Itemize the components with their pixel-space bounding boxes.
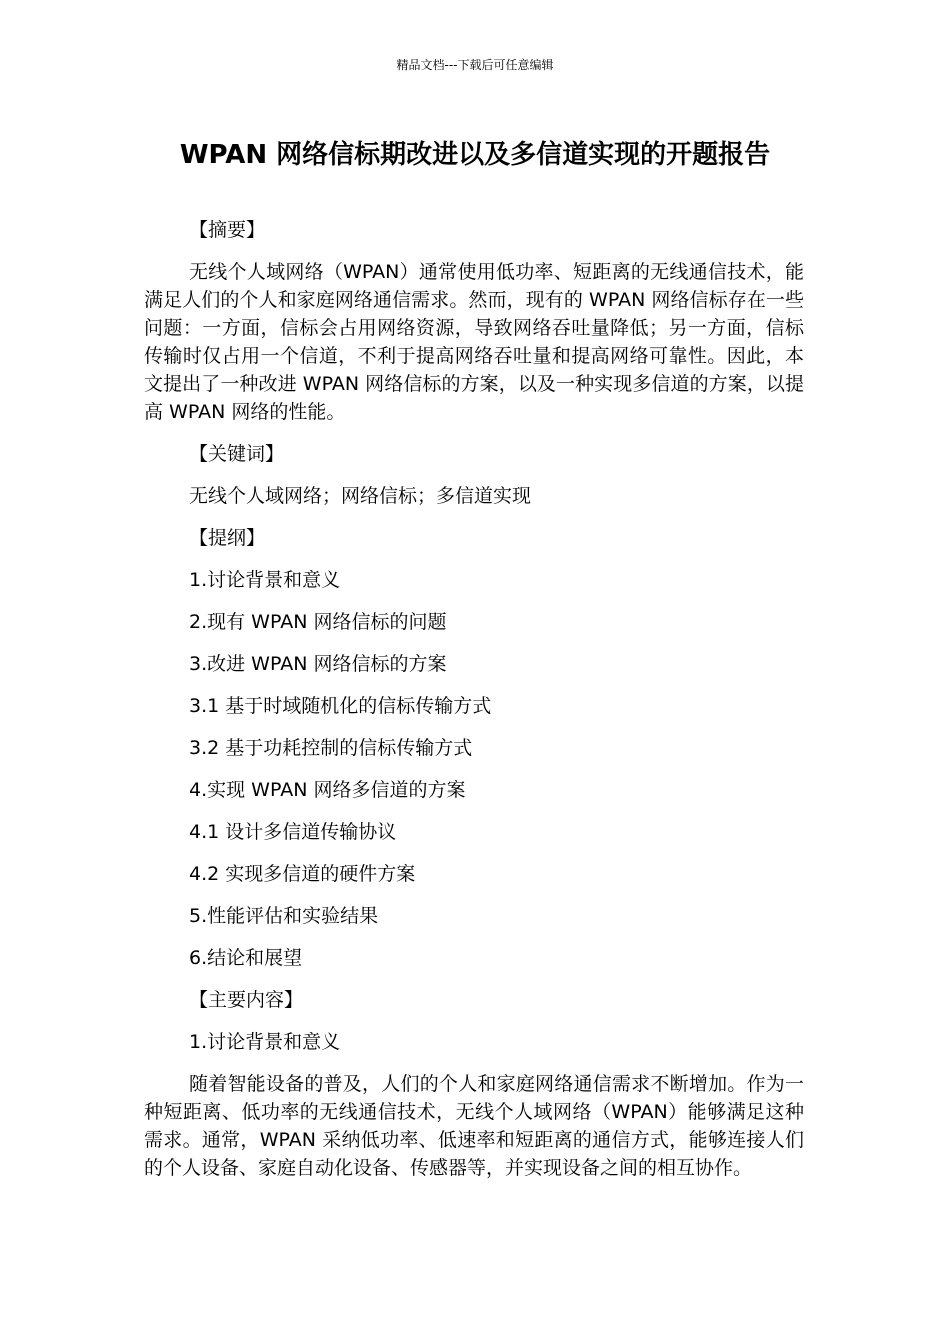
outline-heading: 【提纲】 [189,527,266,549]
outline-item: 1.讨论背景和意义 [189,569,341,591]
outline-item: 6.结论和展望 [189,947,303,969]
outline-item: 4.1 设计多信道传输协议 [189,821,397,843]
main-section-heading: 1.讨论背景和意义 [189,1031,341,1053]
header-note: 精品文档---下载后可任意编辑 [396,58,554,72]
keywords-text: 无线个人域网络；网络信标；多信道实现 [189,485,532,507]
abstract-paragraph: 无线个人域网络（WPAN）通常使用低功率、短距离的无线通信技术，能满足人们的个人和家庭网络通信需求。然而，现有的 WPAN 网络信标存在一些问题：一方面，信标会占用网络资源，导致网络吞吐量降低；另一方面，信标传输时仅占用一个信道，不利于提高网络吞吐量和提高网络可靠性。因此，本文提出了一种改进 WPAN 网络信标的方案，以及一种实现多信道的方案，以提高 WPAN 网络的性能。 [144,261,804,423]
outline-item: 3.2 基于功耗控制的信标传输方式 [189,737,473,759]
outline-item: 3.1 基于时域随机化的信标传输方式 [189,695,492,717]
outline-item: 4.实现 WPAN 网络多信道的方案 [189,779,466,801]
document-title: WPAN 网络信标期改进以及多信道实现的开题报告 [179,140,771,170]
abstract-heading: 【摘要】 [189,219,266,241]
main-paragraph: 随着智能设备的普及，人们的个人和家庭网络通信需求不断增加。作为一种短距离、低功率的无线通信技术，无线个人域网络（WPAN）能够满足这种需求。通常，WPAN 采纳低功率、低速率和短距离的通信方式，能够连接人们的个人设备、家庭自动化设备、传感器等，并实现设备之间的相互协作。 [144,1073,804,1179]
outline-item: 3.改进 WPAN 网络信标的方案 [189,653,447,675]
outline-item: 5.性能评估和实验结果 [189,905,379,927]
outline-item: 4.2 实现多信道的硬件方案 [189,863,416,885]
keywords-heading: 【关键词】 [189,443,285,465]
main-content-heading: 【主要内容】 [189,989,304,1011]
outline-item: 2.现有 WPAN 网络信标的问题 [189,611,447,633]
document-body [144,216,804,1196]
